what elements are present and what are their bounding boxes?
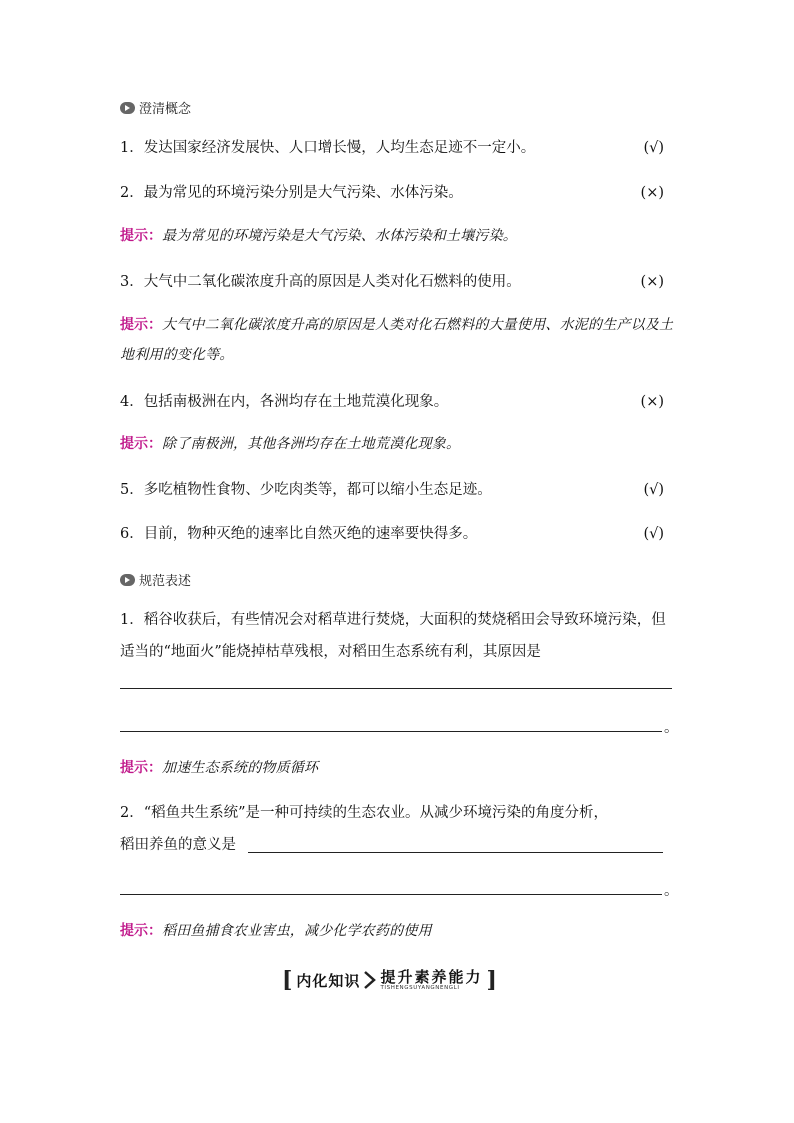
hint-text: 除了南极洲，其他各洲均存在土地荒漠化现象。 xyxy=(162,436,461,452)
hint-text: 大气中二氧化碳浓度升高的原因是人类对化石燃料的大量使用、水泥的生产以及土地利用的变化等。 xyxy=(120,317,674,363)
statement-text: 包括南极洲在内，各洲均存在土地荒漠化现象。 xyxy=(143,394,449,410)
hint xyxy=(120,916,676,946)
banner-left-text: 内化知识 xyxy=(296,971,361,990)
banner-right-pinyin: TISHENGSUYANGNENGLI xyxy=(380,984,460,991)
hint-text: 加速生态系统的物质循环 xyxy=(162,760,319,776)
answer-blank-line[interactable] xyxy=(120,687,672,689)
hint-label: 提示： xyxy=(120,436,162,452)
statement-item: 6．目前，物种灭绝的速率比自然灭绝的速率要快得多。 (√) xyxy=(120,524,672,544)
hint xyxy=(120,310,676,370)
hint-label: 提示： xyxy=(120,317,162,333)
statement-item: 1．发达国家经济发展快、人口增长慢，人均生态足迹不一定小。 (√) xyxy=(120,138,672,158)
question-2-text-line2: 稻田养鱼的意义是 xyxy=(120,837,236,853)
banner-right xyxy=(376,969,486,992)
hint-label: 提示： xyxy=(120,923,162,939)
judgement-mark: (×) xyxy=(640,185,664,201)
section-banner xyxy=(282,965,497,995)
hint-label: 提示： xyxy=(120,760,162,776)
section-title: 规范表述 xyxy=(139,574,192,589)
bracket-close: ] xyxy=(486,967,497,993)
statement-item: 4．包括南极洲在内，各洲均存在土地荒漠化现象。 (×) xyxy=(120,392,672,412)
statement-item: 2．最为常见的环境污染分别是大气污染、水体污染。 (×) xyxy=(120,183,672,203)
answer-blank-line[interactable] xyxy=(120,730,662,732)
section-arrow-icon xyxy=(120,574,135,586)
period: 。 xyxy=(664,720,679,736)
question-1-text: 1．稻谷收获后，有些情况会对稻草进行焚烧，大面积的焚烧稻田会导致环境污染，但适当的“地面火”能烧掉枯草残根，对稻田生态系统有利，其原因是 xyxy=(120,612,666,660)
statement-item: 5．多吃植物性食物、少吃肉类等，都可以缩小生态足迹。 (√) xyxy=(120,480,672,500)
answer-blank-line[interactable] xyxy=(120,893,662,895)
statement-text: 目前，物种灭绝的速率比自然灭绝的速率要快得多。 xyxy=(143,526,478,542)
hint-label: 提示： xyxy=(120,228,162,244)
statement-text: 最为常见的环境污染分别是大气污染、水体污染。 xyxy=(143,185,463,201)
answer-blank-line[interactable] xyxy=(248,851,663,853)
hint-text: 稻田鱼捕食农业害虫，减少化学农药的使用 xyxy=(162,923,432,939)
hint xyxy=(120,221,676,251)
statement-item: 3．大气中二氧化碳浓度升高的原因是人类对化石燃料的使用。 (×) xyxy=(120,272,672,292)
hint-text: 最为常见的环境污染是大气污染、水体污染和土壤污染。 xyxy=(162,228,517,244)
judgement-mark: (√) xyxy=(643,140,664,156)
section-arrow-icon xyxy=(120,102,135,114)
hint xyxy=(120,429,676,459)
banner-right-text: 提升素养能力 xyxy=(380,967,483,986)
judgement-mark: (×) xyxy=(640,274,664,290)
statement-text: 大气中二氧化碳浓度升高的原因是人类对化石燃料的使用。 xyxy=(143,274,521,290)
bracket-open: [ xyxy=(282,967,293,993)
section-header-expression xyxy=(120,570,191,589)
section-header-concepts xyxy=(120,98,191,117)
period: 。 xyxy=(664,883,679,899)
question-2-text: 2．“稻鱼共生系统”是一种可持续的生态农业。从减少环境污染的角度分析， xyxy=(120,805,609,821)
statement-text: 多吃植物性食物、少吃肉类等，都可以缩小生态足迹。 xyxy=(143,482,492,498)
hint xyxy=(120,753,676,783)
section-title: 澄清概念 xyxy=(139,102,192,117)
judgement-mark: (×) xyxy=(640,394,664,410)
judgement-mark: (√) xyxy=(643,526,664,542)
judgement-mark: (√) xyxy=(643,482,664,498)
chevron-right-icon xyxy=(364,971,376,989)
statement-text: 发达国家经济发展快、人口增长慢，人均生态足迹不一定小。 xyxy=(143,140,536,156)
